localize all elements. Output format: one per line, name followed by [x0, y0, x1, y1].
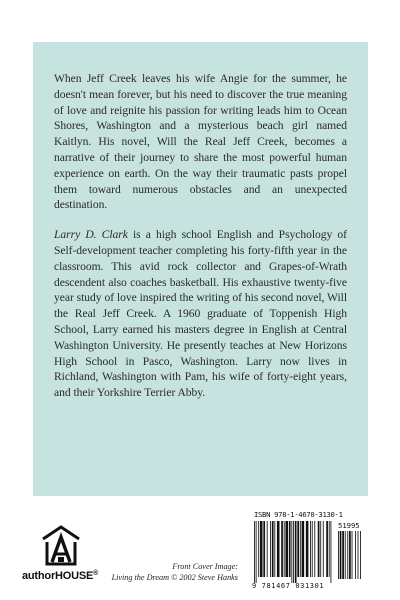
price-code: 51995	[338, 521, 360, 530]
credit-line-1: Front Cover Image:	[172, 562, 238, 571]
isbn-label: ISBN 978-1-4670-3130-1	[254, 510, 343, 519]
barcode-digits: 9 781467 031301	[252, 582, 325, 590]
isbn-barcode	[252, 510, 368, 592]
authorhouse-logo-icon	[40, 524, 82, 566]
cover-image-credit	[0, 561, 238, 583]
credit-line-2: Living the Dream © 2002 Steve Hanks	[111, 573, 238, 582]
synopsis-paragraph: When Jeff Creek leaves his wife Angie for the summer, he doesn't mean forever, but his need to discover the true meaning of love and reignite his passion for writing leads him to Ocean Shores, Washington and a mysterious beach girl named Kaitlyn. His novel, Will the Real Jeff Creek, becomes a narrative of their journey to share the most powerful human experience on earth. On the way their traumatic pasts propel them toward numerous obstacles and an unexpected destination.	[54, 72, 347, 212]
blurb-panel	[33, 42, 368, 496]
author-name: Larry D. Clark	[54, 228, 128, 242]
price-barcode	[338, 531, 366, 581]
ean-barcode	[254, 521, 334, 583]
author-bio-paragraph	[54, 227, 347, 401]
publisher-name: authorHOUSE®	[22, 570, 99, 582]
back-cover-footer	[0, 496, 400, 600]
author-bio-text: is a high school English and Psychology of Self-development teacher completing his forty-fifth year in the classroom. This avid rock collector and Grapes-of-Wrath descendent also coaches basketball. His exhaustive twenty-five year study of love inspired the writing of his second novel, Will the Real Jeff Creek. A 1960 graduate of Toppenish High School, Larry earned his masters degree in English at Central Washington University. He presently teaches at New Horizons High School in Pasco, Washington. Larry now lives in Richland, Washington with Pam, his wife of forty-eight years, and their Yorkshire Terrier Abby.	[54, 228, 347, 400]
